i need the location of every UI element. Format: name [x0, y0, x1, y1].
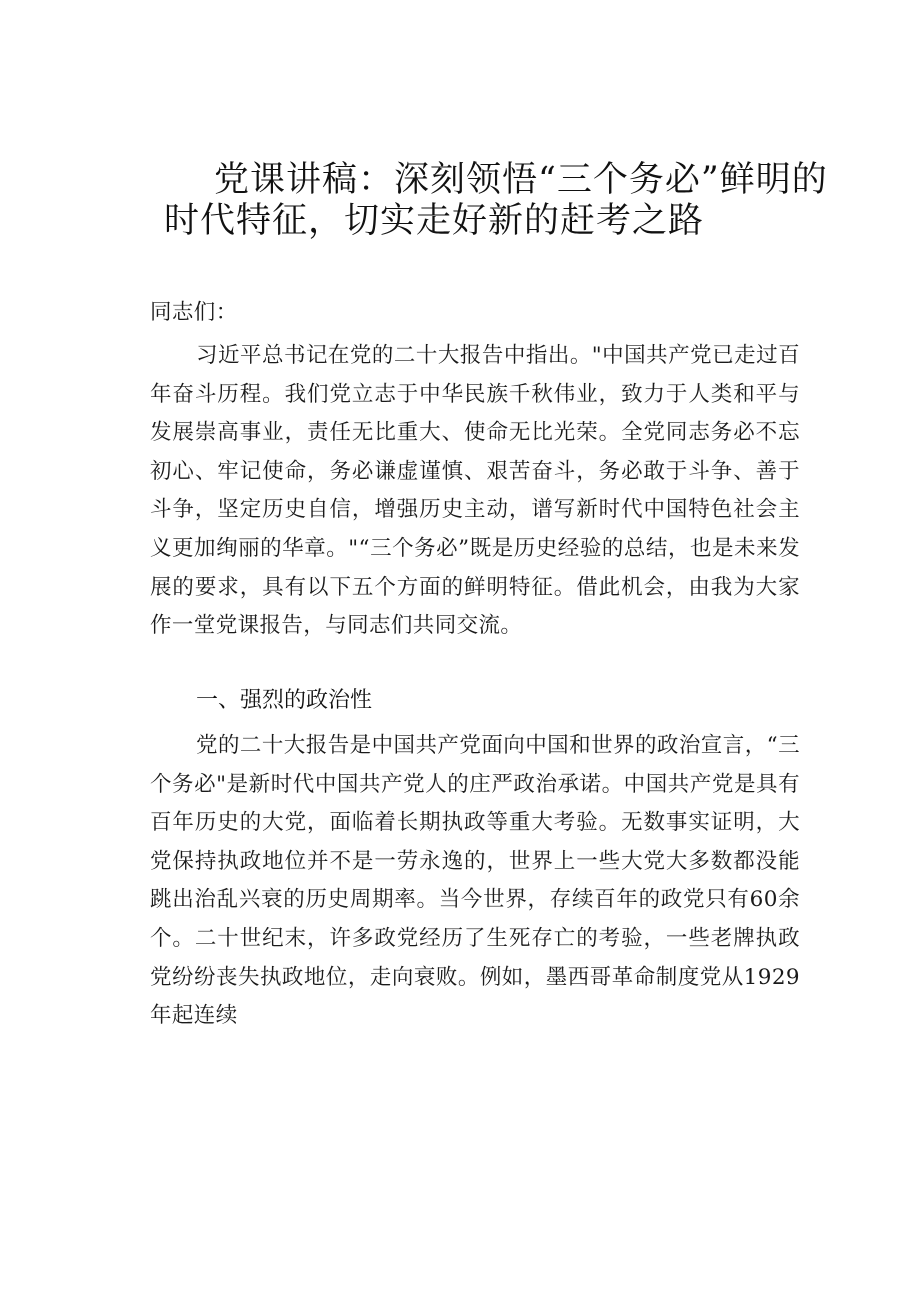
body-paragraph-1: 习近平总书记在党的二十大报告中指出。"中国共产党已走过百年奋斗历程。我们党立志于中华民族千秋伟业，致力于人类和平与发展崇高事业，责任无比重大、使命无比光荣。全党同志务必不忘初心、牢记使命，务必谦虚谨慎、艰苦奋斗，务必敢于斗争、善于斗争，坚定历史自信，增强历史主动，谱写新时代中国特色社会主义更加绚丽的华章。"“三个务必”既是历史经验的总结，也是未来发展的要求，具有以下五个方面的鲜明特征。借此机会，由我为大家作一堂党课报告，与同志们共同交流。 [150, 343, 800, 639]
document-title-line-1: 党课讲稿：深刻领悟“三个务必”鲜明的 [214, 160, 828, 200]
body-paragraph-2: 党的二十大报告是中国共产党面向中国和世界的政治宣言，“三个务必"是新时代中国共产党人的庄严政治承诺。中国共产党是具有百年历史的大党，面临着长期执政等重大考验。无数事实证明，大党保持执政地位并不是一劳永逸的，世界上一些大党大多数都没能跳出治乱兴衰的历史周期率。当今世界，存续百年的政党只有60余个。二十世纪末，许多政党经历了生死存亡的考验，一些老牌执政党纷纷丧失执政地位，走向衰败。例如，墨西哥革命制度党从1929年起连续 [150, 733, 800, 1029]
section-heading-1: 一、强烈的政治性 [196, 688, 373, 713]
greeting: 同志们： [150, 300, 238, 325]
document-title-line-2: 时代特征，切实走好新的赶考之路 [164, 201, 705, 241]
